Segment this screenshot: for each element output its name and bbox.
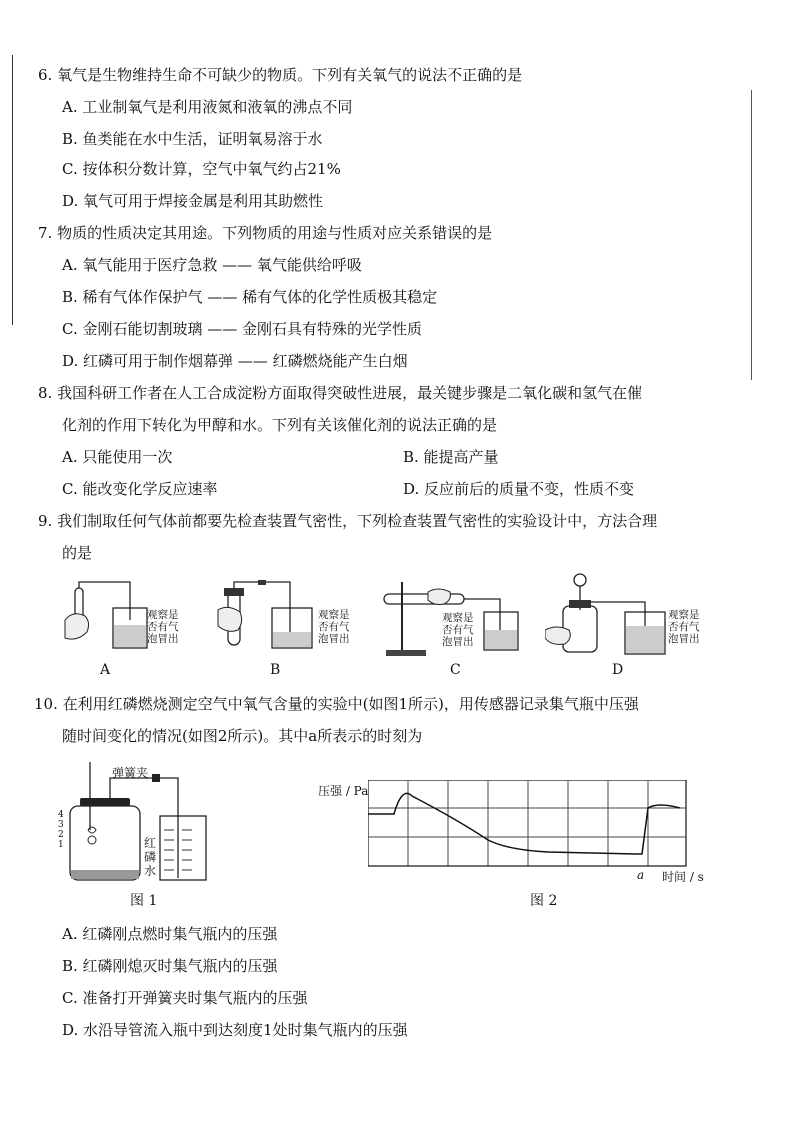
phosphorus-label: 磷 (144, 850, 157, 864)
scale-mark: 2 (58, 830, 64, 840)
q6-option-c: C. 按体积分数计算，空气中氧气约占21% (62, 160, 341, 178)
q6-option-b: B. 鱼类能在水中生活，证明氧易溶于水 (62, 130, 323, 148)
spring-clip-label: 弹簧夹 (112, 766, 149, 780)
q10-option-b: B. 红磷刚熄灭时集气瓶内的压强 (62, 957, 278, 975)
question-10-stem-line1: 10. 在利用红磷燃烧测定空气中氧气含量的实验中(如图1所示)，用传感器记录集气瓶中压强 (34, 695, 639, 713)
note-line: 泡冒出 (442, 636, 474, 648)
note-line: 泡冒出 (668, 633, 700, 645)
q9-label-a: A (100, 662, 111, 678)
water-label: 水 (144, 864, 157, 878)
q9-c-note (442, 612, 474, 648)
side-labels (144, 836, 156, 878)
q8-option-c: C. 能改变化学反应速率 (62, 480, 218, 498)
red-label: 红 (144, 836, 157, 850)
q7-option-d: D. 红磷可用于制作烟幕弹 —— 红磷燃烧能产生白烟 (62, 352, 408, 370)
margin-line (12, 55, 13, 325)
graph-y-label: 压强 / Pa (318, 784, 369, 798)
scale-mark: 3 (58, 820, 64, 830)
note-line: 否有气 (318, 621, 350, 633)
q7-option-c: C. 金刚石能切割玻璃 —— 金刚石具有特殊的光学性质 (62, 320, 423, 338)
question-10-stem-line2: 随时间变化的情况(如图2所示)。其中a所表示的时刻为 (62, 727, 423, 745)
question-8-stem-line1: 8. 我国科研工作者在人工合成淀粉方面取得突破性进展，最关键步骤是二氧化碳和氢气在催 (38, 384, 643, 402)
figure-1-caption: 图 1 (130, 893, 158, 909)
scale-mark: 1 (58, 840, 64, 850)
q8-option-d: D. 反应前后的质量不变，性质不变 (403, 480, 635, 498)
note-line: 观察是 (318, 609, 350, 621)
q9-d-note (668, 609, 700, 645)
question-7-stem: 7. 物质的性质决定其用途。下列物质的用途与性质对应关系错误的是 (38, 224, 493, 242)
question-8-stem-line2: 化剂的作用下转化为甲醇和水。下列有关该催化剂的说法正确的是 (62, 416, 498, 434)
graph-a-mark: a (637, 868, 645, 882)
scale-mark: 4 (58, 810, 64, 820)
q8-option-b: B. 能提高产量 (403, 448, 499, 466)
q9-label-c: C (450, 662, 461, 678)
note-line: 否有气 (442, 624, 474, 636)
question-9-stem-line2: 的是 (62, 544, 93, 562)
graph-x-label: 时间 / s (662, 870, 704, 884)
q10-option-c: C. 准备打开弹簧夹时集气瓶内的压强 (62, 989, 308, 1007)
q10-option-d: D. 水沿导管流入瓶中到达刻度1处时集气瓶内的压强 (62, 1021, 408, 1039)
question-9-stem-line1: 9. 我们制取任何气体前都要先检查装置气密性，下列检查装置气密性的实验设计中，方法合理 (38, 512, 658, 530)
q8-option-a: A. 只能使用一次 (62, 448, 173, 466)
note-line: 泡冒出 (147, 633, 179, 645)
q9-label-b: B (270, 662, 281, 678)
note-line: 观察是 (442, 612, 474, 624)
q9-label-d: D (612, 662, 624, 678)
q7-option-b: B. 稀有气体作保护气 —— 稀有气体的化学性质极其稳定 (62, 288, 438, 306)
q10-figure-2-graph (368, 780, 688, 880)
margin-line (751, 90, 752, 380)
note-line: 否有气 (668, 621, 700, 633)
note-line: 泡冒出 (318, 633, 350, 645)
note-line: 观察是 (147, 609, 179, 621)
note-line: 观察是 (668, 609, 700, 621)
q6-option-d: D. 氧气可用于焊接金属是利用其助燃性 (62, 192, 324, 210)
q6-option-a: A. 工业制氧气是利用液氮和液氧的沸点不同 (62, 98, 353, 116)
note-line: 否有气 (147, 621, 179, 633)
q7-option-a: A. 氧气能用于医疗急救 —— 氧气能供给呼吸 (62, 256, 362, 274)
q9-apparatus-a (55, 580, 205, 660)
question-6-stem: 6. 氧气是生物维持生命不可缺少的物质。下列有关氧气的说法不正确的是 (38, 66, 523, 84)
bottle-scale (58, 810, 64, 850)
figure-2-caption: 图 2 (530, 893, 558, 909)
q9-b-note (318, 609, 350, 645)
q10-option-a: A. 红磷刚点燃时集气瓶内的压强 (62, 925, 278, 943)
q9-a-note (147, 609, 179, 645)
